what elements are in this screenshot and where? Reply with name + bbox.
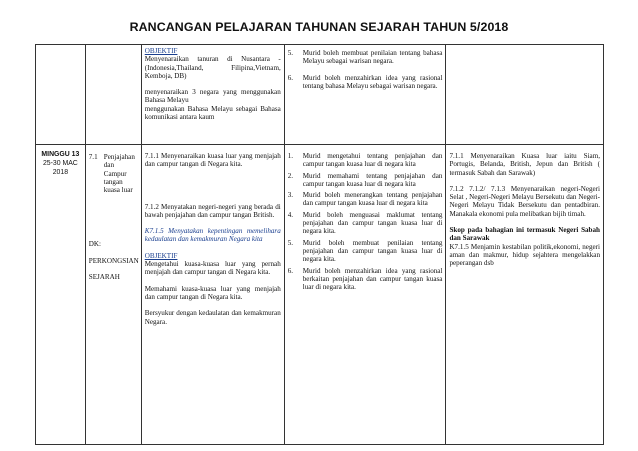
standard-text: menyenaraikan 3 negara yang menggunakan Bahasa Melayu bbox=[144, 88, 281, 105]
objective-text: Mengetahui kuasa-kuasa luar yang pernah menjajah dan campur tangan di Negara kita. bbox=[144, 260, 281, 277]
activity-text: 7.1.2 7.1.2/ 7.1.3 Menyenaraikan negeri-Negeri Selat , Negeri-Negeri Melayu Bersekutu dan Negeri-Negeri Melayu Tidak Bersekutu dan pentadbiran. Manakala ekonomi pula melibatkan bijih timah. bbox=[449, 184, 600, 218]
objective-heading: OBJEKTIF bbox=[144, 47, 178, 55]
standard-text: 7.1.1 Menyenaraikan kuasa luar yang menjajah dan campur tangan di Negara kita. bbox=[144, 152, 281, 169]
standard-text: Menyenaraikan tanuran di Nusantara -(Indonesia,Thailand, Filipina,Vietnam, Kemboja, DB) bbox=[144, 55, 281, 80]
activity-text: K7.1.5 Menjamin kestabilan politik,ekonomi, negeri aman dan makmur, hidup sejahtera mengelakkan peperangan dsb bbox=[449, 242, 600, 268]
objective-heading: OBJEKTIF bbox=[144, 251, 178, 260]
week-label: MINGGU 13 bbox=[41, 151, 80, 158]
standard-cell bbox=[141, 45, 284, 145]
objective-item: 6. Murid boleh menzahirkan idea yang rasional berkaitan penjajahan dan campur tangan kuasa luar di negara kita. bbox=[287, 266, 443, 292]
lesson-plan-table bbox=[35, 44, 604, 445]
page-title: RANCANGAN PELAJARAN TAHUNAN SEJARAH TAHUN 5/2018 bbox=[129, 20, 509, 34]
week-cell bbox=[36, 145, 86, 445]
dk-item: PERKONGSIAN bbox=[88, 256, 139, 265]
dk-item: SEJARAH bbox=[88, 273, 120, 282]
topic-cell bbox=[85, 45, 141, 145]
topic-title: 7.1 Penjajahan dan Campur tangan kuasa luar bbox=[88, 153, 135, 195]
standard-text: 7.1.2 Menyatakan negeri-negeri yang berada di bawah penjajahan dan campur tangan British. bbox=[144, 202, 281, 219]
week-dates: 25-30 MAC bbox=[42, 160, 78, 167]
objectives-cell bbox=[284, 145, 446, 445]
table-row bbox=[36, 145, 604, 445]
table-row bbox=[36, 45, 604, 145]
activity-text: 7.1.1 Menyenaraikan Kuasa luar iaitu Siam, Portugis, Belanda, British, Jepun dan British ( termasuk Sabah dan Sarawak) bbox=[449, 152, 600, 177]
objective-text: Bersyukur dengan kedaulatan dan kemakmuran Negara. bbox=[144, 309, 281, 326]
objective-item: 6. Murid boleh menzahirkan idea yang rasional tentang bahasa Melayu sebagai warisan negara. bbox=[287, 73, 443, 90]
objective-item: 2. Murid memahami tentang penjajahan dan campur tangan kuasa luar di negara kita bbox=[287, 171, 443, 188]
activity-scope-note: Skop pada bahagian ini termasuk Negeri Sabah dan Sarawak bbox=[449, 226, 600, 243]
objectives-cell bbox=[284, 45, 446, 145]
objective-item: 4. Murid boleh menguasai maklumat tentang penjajahan dan campur tangan kuasa luar di negara kita. bbox=[287, 210, 443, 236]
objective-item: 5. Murid boleh membuat penilaian tentang bahasa Melayu sebagai warisan negara. bbox=[287, 49, 443, 66]
activities-cell bbox=[446, 45, 604, 145]
week-year: 2018 bbox=[52, 169, 69, 176]
standard-text-italic: K7.1.5 Menyatakan kepentingan memelihara kedaulatan dan kemakmuran Negara kita bbox=[144, 227, 281, 244]
objective-item: 5. Murid boleh membuat penilaian tentang penjajahan dan campur tangan kuasa luar di negara kita. bbox=[287, 238, 443, 264]
activities-cell bbox=[446, 145, 604, 445]
standard-cell bbox=[141, 145, 284, 445]
week-cell bbox=[36, 45, 86, 145]
objective-item: 3. Murid boleh menerangkan tentang penjajahan dan campur tangan kuasa luar di negara kita bbox=[287, 191, 443, 208]
objective-text: Memahami kuasa-kuasa luar yang menjajah dan campur tangan di Negara kita. bbox=[144, 284, 281, 301]
objective-item: 1. Murid mengetahui tentang penjajahan dan campur tangan kuasa luar di negara kita bbox=[287, 152, 443, 169]
dk-label: DK: bbox=[88, 240, 101, 249]
standard-text: menggunakan Bahasa Melayu sebagai Bahasa komunikasi antara kaum bbox=[144, 104, 281, 122]
topic-cell bbox=[85, 145, 141, 445]
